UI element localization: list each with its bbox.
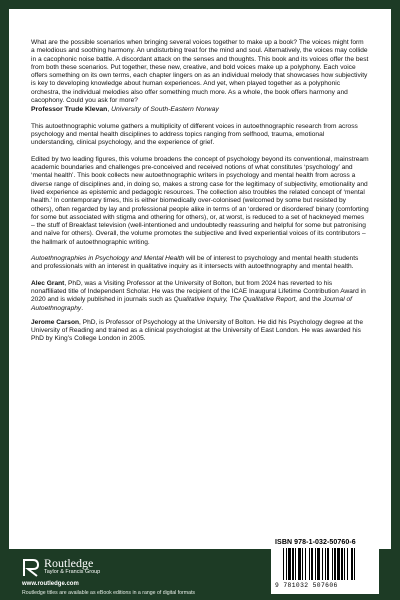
audience-text: will be of interest to psychology and mental health students and professionals with an interest in qualitative inquiry as it intersects with autoethnography and mental health. bbox=[31, 255, 359, 271]
text-panel bbox=[9, 9, 391, 549]
bio-jerome-carson bbox=[31, 319, 369, 344]
bio-text: . bbox=[81, 304, 84, 312]
routledge-logo-icon bbox=[22, 557, 40, 577]
audience-paragraph bbox=[31, 255, 369, 272]
book-title: Autoethnographies in Psychology and Mental Health bbox=[31, 255, 185, 263]
bio-name: Jerome Carson bbox=[31, 318, 80, 326]
quote-author: Professor Trude Klevan bbox=[31, 106, 108, 114]
bio-text: , PhD, is Professor of Psychology at the University of Bolton. He did his Psychology degree at the University of Reading and trained as a clinical psychologist at the University of East London. He was awarded his PhD by King’s College London in 2005. bbox=[31, 318, 364, 343]
publisher-name: Routledge bbox=[44, 556, 94, 570]
bio-journals: Qualitative Inquiry, The Qualitative Report, bbox=[173, 296, 298, 304]
bio-text: and the bbox=[297, 296, 324, 304]
publisher-group: Taylor & Francis Group bbox=[44, 569, 101, 575]
bio-name: Alec Grant bbox=[31, 279, 65, 287]
summary-paragraph: This autoethnographic volume gathers a multiplicity of different voices in autoethnographic research from across psychology and mental health disciplines to address topics ranging from selfhood, trauma, emotional understanding, clinical psychology, and the experience of grief. bbox=[31, 122, 358, 147]
quote-affiliation: University of South-Eastern Norway bbox=[111, 106, 219, 114]
barcode-digits: 9 781032 507606 bbox=[275, 582, 338, 589]
quote-text: What are the possible scenarios when bringing several voices together to make up a book? The voices might form a melodious and soothing harmony. An undisturbing treat for the mind and soul. Alternatively, the voices may collide in a cacophonic noise battle. A discordant attack on the senses and thoughts. This book and its voices offer the best from both these scenarios. Put together, these new, creative, and bold voices make up a polyphony. Each voice offers something on its own terms, each chapter lingers on as an individual melody that showcases how subjectivity is key to developing knowledge about human experiences. And yet, when played together as a polyphonic orchestra, the individual melodies also offer something much more. As a whole, the book offers harmony and cacophony. Could you ask for more? bbox=[31, 39, 369, 105]
description-paragraph: Edited by two leading figures, this volume broadens the concept of psychology beyond its conventional, mainstream academic boundaries and challenges pre-conceived and received notions of what constitutes ‘psychology’ and ‘mental health’. This book collects new autoethnographic writers in psychology and mental health from across a diverse range of disciplines and, in doing so, makes a strong case for the legitimacy of subjectivity, emotionality and lived experience as epistemic and pedagogic resources. The collection also troubles the related concept of ‘mental health.’ In contemporary times, this is either biomedically over-colonised (welcomed by some but resisted by others), often regarded by lay and professional people alike in terms of an ‘ordered or disordered’ binary (comforting for some but associated with stigma and othering for others), or, at worst, is reduced to a set of hackneyed memes – the stuff of Breakfast television (well-intentioned and undoubtedly reassuring and helpful for some but patronising and naïve for others). Overall, the volume promotes the subjective and lived experiential voices of its contributors – the hallmark of autoethnographic writing. bbox=[31, 155, 369, 246]
bio-journal: Journal of Autoethnography bbox=[31, 296, 352, 312]
routledge-logo bbox=[22, 557, 100, 577]
informa-tagline: an informa business bbox=[271, 528, 321, 534]
barcode-icon bbox=[283, 548, 371, 580]
quote-attribution: Professor Trude Klevan, University of South-Eastern Norway bbox=[31, 106, 219, 114]
barcode-box bbox=[271, 536, 379, 594]
publisher-url[interactable]: www.routledge.com bbox=[22, 581, 79, 587]
isbn-label: ISBN 978-1-032-50760-6 bbox=[275, 539, 356, 546]
bio-text: , PhD, was a Visiting Professor at the University of Bolton, but from 2024 has reverted to his nonaffiliated title of Independent Scholar. He was the recipient of the ICAE Inaugural Lifetime Contribution Award in 2020 and is widely published in journals such as bbox=[31, 279, 366, 304]
bio-alec-grant bbox=[31, 280, 369, 313]
ebook-note: Routledge titles are available as eBook editions in a range of digital formats bbox=[22, 590, 196, 596]
